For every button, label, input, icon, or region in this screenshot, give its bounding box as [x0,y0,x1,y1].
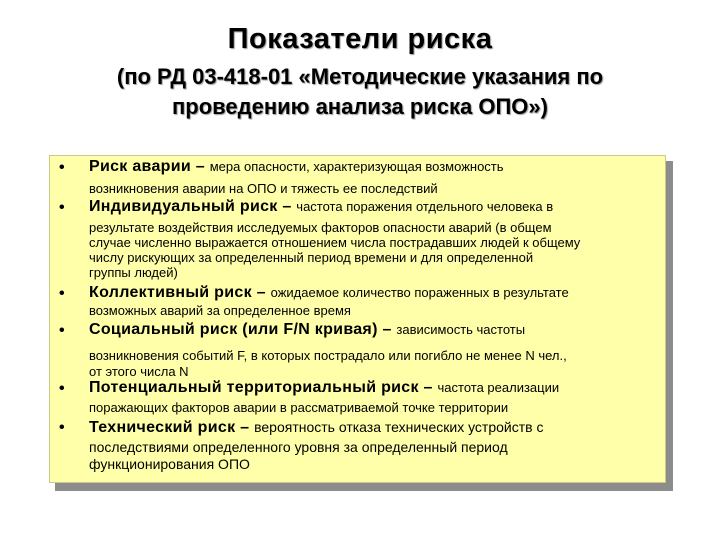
item-first-line [89,381,657,396]
definition-line: последствиями определенного уровня за определенный период [89,439,508,455]
term-technical-risk: Технический риск [89,419,236,436]
term-dash: – [191,158,210,175]
definition-line: функционирования ОПО [89,456,250,472]
item-first-line [89,160,657,175]
term-dash: – [277,198,297,215]
definition-line: случае численно выражается отношением числа пострадавших людей к общему [89,235,581,250]
page-title: Показатели риска [227,23,493,55]
definition-line: вероятность отказа технических устройств с [254,419,544,435]
term-dash: – [251,284,271,301]
term-collective-risk: Коллективный риск [89,284,252,301]
definition-line: поражающих факторов аварии в рассматриваемой точке территории [89,400,509,415]
subtitle-line-2: проведению анализа риска ОПО») [172,94,548,119]
subtitle-line-1: (по РД 03-418-01 «Методические указания по [116,64,604,89]
definition-line: числу рискующих за определенный период времени и для определенной [89,250,534,265]
term-dash: – [235,419,255,436]
term-social-risk: Социальный риск (или F/N кривая) [89,321,378,338]
term-individual-risk: Индивидуальный риск [89,198,278,215]
term-accident-risk: Риск аварии [89,158,192,175]
item-first-line [89,420,657,436]
definition-line: частота реализации [437,380,560,395]
definition-line: результате воздействия исследуемых факторов опасности аварий (в общем [89,220,552,235]
term-dash: – [418,379,438,396]
definition-line: мера опасности, характеризующая возможность [209,159,504,174]
item-first-line [89,323,657,338]
definition-line: возникновения аварии на ОПО и тяжесть ее последствий [89,181,438,196]
definition-line: ожидаемое количество пораженных в результате [270,285,569,300]
item-first-line [89,200,657,215]
definition-line: зависимость частоты [396,322,526,337]
term-dash: – [377,321,397,338]
bullet-icon: • [59,159,65,176]
bullet-icon: • [59,285,65,302]
term-territorial-risk: Потенциальный территориальный риск [89,379,419,396]
bullet-icon: • [59,199,65,216]
definition-line: от этого числа N [89,364,189,379]
content-box [49,155,666,483]
item-first-line [89,286,657,301]
title-block [0,22,720,122]
definition-line: возможных аварий за определенное время [89,303,351,318]
bullet-icon: • [59,322,65,339]
bullet-icon: • [59,419,65,436]
definition-line: группы людей) [89,265,178,280]
bullet-icon: • [59,380,65,397]
definition-line: возникновения событий F, в которых пострадало или погибло не менее N чел., [89,348,567,363]
definition-line: частота поражения отдельного человека в [296,199,554,214]
